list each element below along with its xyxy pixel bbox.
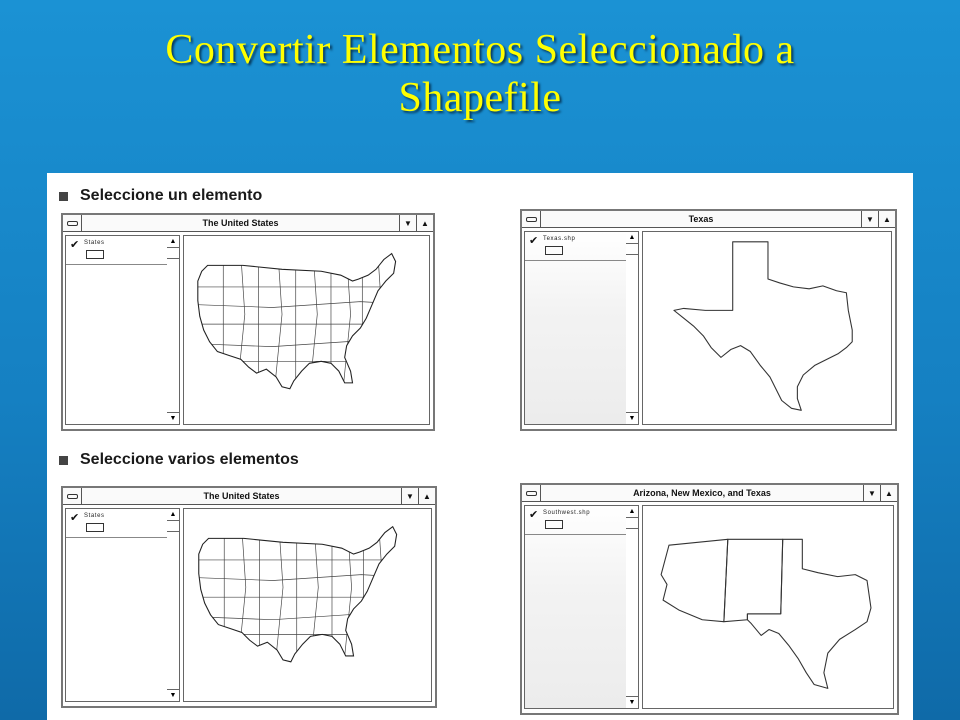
bullet-multiple-label: Seleccione varios elementos xyxy=(80,451,299,468)
layer-legend-swatch xyxy=(545,520,563,529)
scroll-thumb[interactable] xyxy=(626,244,638,255)
bullet-single-selection xyxy=(59,187,262,205)
minimize-arrow-icon[interactable]: ▼ xyxy=(863,485,880,501)
map-view[interactable] xyxy=(642,505,894,709)
slide-title xyxy=(0,26,960,122)
layer-name: Southwest.shp xyxy=(543,510,591,516)
layer-name: States xyxy=(84,513,105,519)
texas-map xyxy=(643,232,891,424)
state-boundaries xyxy=(194,256,409,393)
slide-title-line2: Shapefile xyxy=(398,75,562,121)
toc-scrollbar[interactable] xyxy=(167,235,180,425)
us-states-map xyxy=(184,509,431,701)
control-menu-icon[interactable] xyxy=(522,211,541,227)
layer-name: States xyxy=(84,240,105,246)
maximize-arrow-icon[interactable]: ▲ xyxy=(418,488,435,504)
state-boundary-line xyxy=(194,341,409,347)
control-menu-icon[interactable] xyxy=(63,488,82,504)
us-states-map xyxy=(184,236,429,424)
window-title: The United States xyxy=(202,218,279,228)
scroll-thumb[interactable] xyxy=(167,248,179,259)
toc-scrollbar[interactable] xyxy=(626,505,639,709)
layer-name: Texas.shp xyxy=(543,236,576,242)
us-outline xyxy=(199,527,397,662)
scroll-up-arrow-icon[interactable]: ▲ xyxy=(167,236,179,248)
scroll-up-arrow-icon[interactable]: ▲ xyxy=(167,509,179,521)
scroll-up-arrow-icon[interactable]: ▲ xyxy=(626,232,638,244)
layer-legend-swatch xyxy=(86,250,104,259)
table-of-contents xyxy=(65,235,169,425)
layer-entry-texas[interactable] xyxy=(525,232,627,261)
state-boundaries xyxy=(195,529,411,666)
slide-title-line1: Convertir Elementos Seleccionado a xyxy=(165,27,795,73)
scroll-down-arrow-icon[interactable]: ▼ xyxy=(626,412,638,424)
southwest-states-map xyxy=(643,506,893,708)
maximize-arrow-icon[interactable]: ▲ xyxy=(880,485,897,501)
toc-scrollbar[interactable] xyxy=(167,508,180,702)
bullet-single-label: Seleccione un elemento xyxy=(80,187,263,204)
layer-entry-states[interactable] xyxy=(66,509,168,538)
window-titlebar xyxy=(522,485,897,502)
scroll-up-arrow-icon[interactable]: ▲ xyxy=(626,506,638,518)
us-outline xyxy=(198,254,396,389)
table-of-contents xyxy=(65,508,169,702)
layer-legend-swatch xyxy=(86,523,104,532)
map-view[interactable] xyxy=(183,235,430,425)
window-texas xyxy=(520,209,897,431)
maximize-arrow-icon[interactable]: ▲ xyxy=(878,211,895,227)
state-boundary-line xyxy=(375,529,383,666)
control-menu-icon[interactable] xyxy=(522,485,541,501)
map-view[interactable] xyxy=(642,231,892,425)
window-southwest xyxy=(520,483,899,715)
bullet-multiple-selection xyxy=(59,451,299,469)
checkmark-icon[interactable]: ✔ xyxy=(70,512,80,524)
window-title: Texas xyxy=(688,214,714,224)
table-of-contents xyxy=(524,505,628,709)
window-titlebar xyxy=(522,211,895,228)
control-menu-icon[interactable] xyxy=(63,215,82,231)
table-of-contents xyxy=(524,231,628,425)
state-boundary-line xyxy=(194,302,409,308)
state-boundary-line xyxy=(374,256,382,393)
state-boundary-line xyxy=(195,614,411,620)
window-us-multi xyxy=(61,486,437,708)
window-title: Arizona, New Mexico, and Texas xyxy=(633,488,771,498)
layer-entry-states[interactable] xyxy=(66,236,168,265)
checkmark-icon[interactable]: ✔ xyxy=(529,235,539,247)
bullet-square-icon xyxy=(59,456,68,465)
layer-legend-swatch xyxy=(545,246,563,255)
scroll-thumb[interactable] xyxy=(167,521,179,532)
maximize-arrow-icon[interactable]: ▲ xyxy=(416,215,433,231)
scroll-down-arrow-icon[interactable]: ▼ xyxy=(167,689,179,701)
bullet-square-icon xyxy=(59,192,68,201)
layer-entry-southwest[interactable] xyxy=(525,506,627,535)
window-titlebar xyxy=(63,488,435,505)
window-titlebar xyxy=(63,215,433,232)
scroll-down-arrow-icon[interactable]: ▼ xyxy=(167,412,179,424)
map-view[interactable] xyxy=(183,508,432,702)
window-us-single xyxy=(61,213,435,431)
toc-scrollbar[interactable] xyxy=(626,231,639,425)
content-panel xyxy=(47,173,913,720)
window-title: The United States xyxy=(203,491,280,501)
checkmark-icon[interactable]: ✔ xyxy=(70,239,80,251)
minimize-arrow-icon[interactable]: ▼ xyxy=(861,211,878,227)
scroll-thumb[interactable] xyxy=(626,518,638,529)
state-boundary-line xyxy=(195,575,411,581)
minimize-arrow-icon[interactable]: ▼ xyxy=(401,488,418,504)
scroll-down-arrow-icon[interactable]: ▼ xyxy=(626,696,638,708)
minimize-arrow-icon[interactable]: ▼ xyxy=(399,215,416,231)
checkmark-icon[interactable]: ✔ xyxy=(529,509,539,521)
